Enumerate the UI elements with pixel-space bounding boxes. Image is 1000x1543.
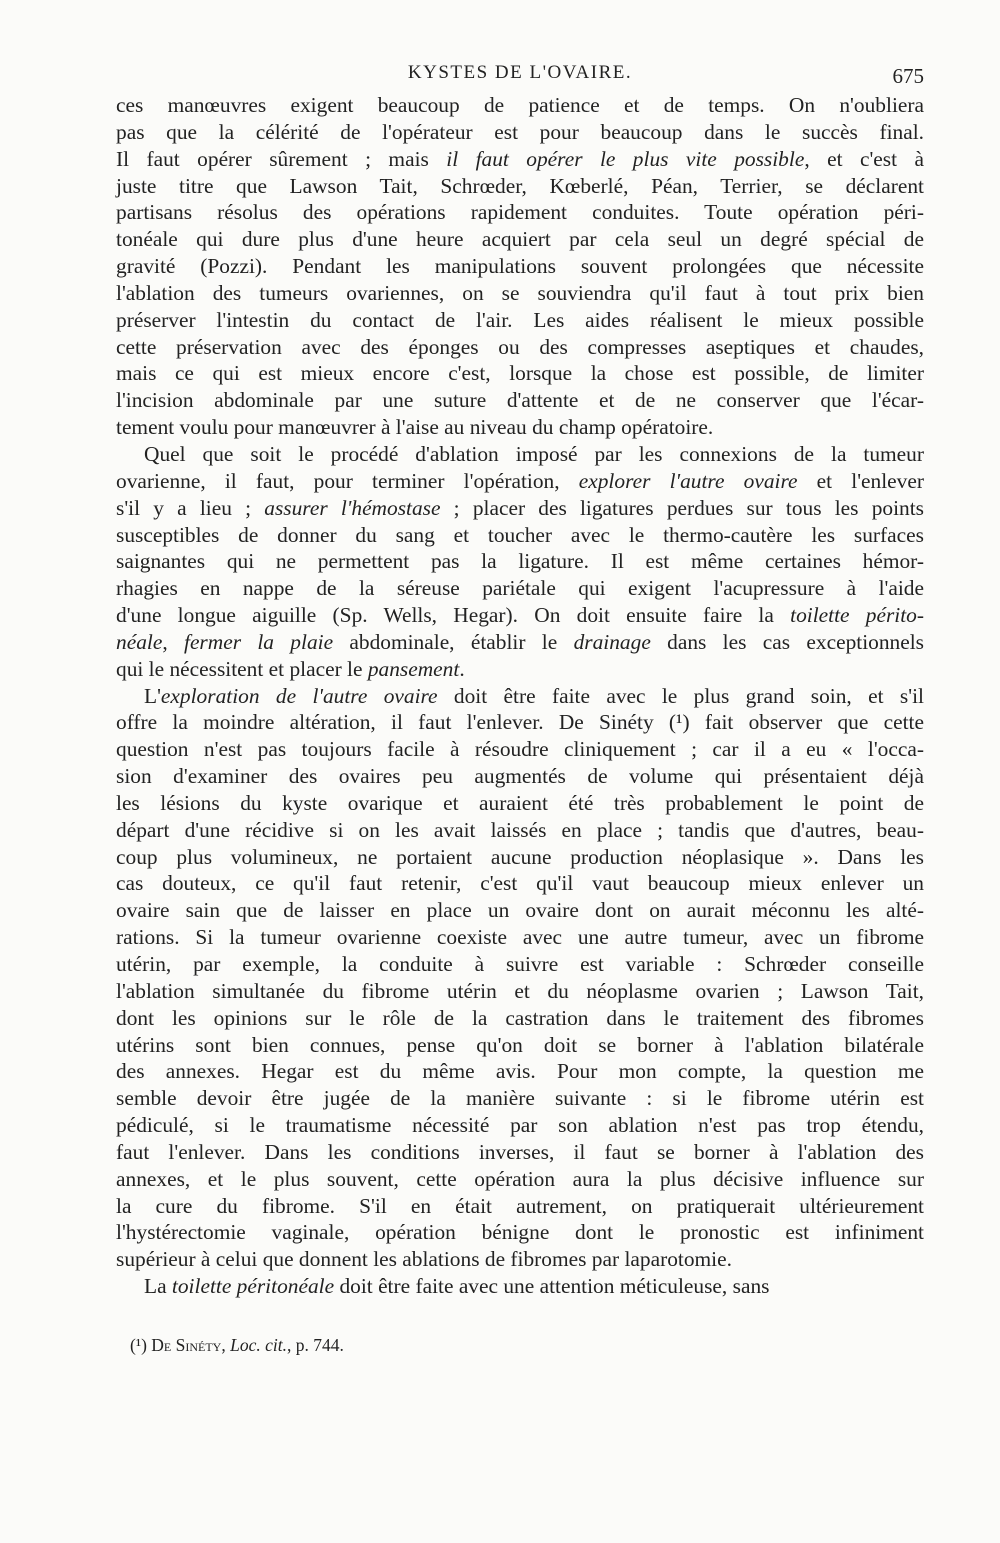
text-line: pas que la célérité de l'opérateur est pour beaucoup dans le succès final. — [116, 119, 924, 144]
footnote: (¹) De Sinéty, Loc. cit., p. 744. — [130, 1335, 344, 1355]
text-line: s'il y a lieu ; assurer l'hémostase ; placer des ligatures perdues sur tous les points — [116, 495, 924, 520]
text-line: préserver l'intestin du contact de l'air. Les aides réalisent le mieux possible — [116, 307, 924, 332]
text-line: rhagies en nappe de la séreuse pariétale qui exigent l'acupressure à l'aide — [116, 576, 924, 601]
text-line: Quel que soit le procédé d'ablation imposé par les connexions de la tumeur — [144, 441, 924, 466]
body-text — [116, 92, 924, 1300]
text-line: des annexes. Hegar est du même avis. Pour mon compte, la question me — [116, 1059, 924, 1084]
text-line: susceptibles de donner du sang et toucher avec le thermo-cautère les surfaces — [116, 522, 924, 547]
text-line: cette préservation avec des éponges ou des compresses aseptiques et chaudes, — [116, 334, 924, 359]
text-line: cas douteux, ce qu'il faut retenir, c'est qu'il vaut beaucoup mieux enlever un — [116, 871, 924, 896]
text-line: ces manœuvres exigent beaucoup de patience et de temps. On n'oubliera — [116, 93, 924, 117]
text-line: d'une longue aiguille (Sp. Wells, Hegar). On doit ensuite faire la toilette périto- — [116, 603, 924, 628]
text-line: La toilette péritonéale doit être faite avec une attention méticuleuse, sans — [144, 1274, 770, 1299]
text-line: pédiculé, si le traumatisme nécessité par son ablation n'est pas trop étendu, — [116, 1113, 924, 1138]
text-line: saignantes qui ne permettent pas la ligature. Il est même certaines hémor- — [116, 549, 924, 574]
text-line: faut l'enlever. Dans les conditions inverses, il faut se borner à l'ablation des — [116, 1139, 924, 1164]
text-line: mais ce qui est mieux encore c'est, lorsque la chose est possible, de limiter — [116, 361, 924, 386]
text-line: l'incision abdominale par une suture d'attente et de ne conserver que l'écar- — [116, 388, 924, 413]
text-line: coup plus volumineux, ne portaient aucune production néoplasique ». Dans les — [116, 844, 924, 869]
page-header — [116, 58, 924, 92]
text-line: l'ablation des tumeurs ovariennes, on se souviendra qu'il faut à tout prix bien — [116, 280, 924, 305]
text-line: question n'est pas toujours facile à résoudre cliniquement ; car il a eu « l'occa- — [116, 737, 924, 762]
running-title: KYSTES DE L'OVAIRE. — [407, 62, 633, 83]
text-line: départ d'une récidive si on les avait laissés en place ; tandis que d'autres, beau- — [116, 817, 924, 842]
text-line: partisans résolus des opérations rapidement conduites. Toute opération péri- — [116, 200, 924, 225]
text-line: utérin, par exemple, la conduite à suivre est variable : Schrœder conseille — [116, 952, 924, 976]
text-line: L'exploration de l'autre ovaire doit être faite avec le plus grand soin, et s'il — [144, 683, 924, 708]
text-line: offre la moindre altération, il faut l'enlever. De Sinéty (¹) fait observer que cette — [116, 710, 924, 735]
text-line: l'hystérectomie vaginale, opération bénigne dont le pronostic est infiniment — [116, 1220, 924, 1245]
text-line: tement voulu pour manœuvrer à l'aise au niveau du champ opératoire. — [116, 415, 714, 440]
text-line: sion d'examiner des ovaires peu augmentés de volume qui présentaient déjà — [116, 764, 924, 789]
text-line: semble devoir être jugée de la manière suivante : si le fibrome utérin est — [116, 1086, 924, 1111]
text-line: utérins sont bien connues, pense qu'on doit se borner à l'ablation bilatérale — [116, 1032, 924, 1057]
text-line: ovaire sain que de laisser en place un ovaire dont on aurait méconnu les alté- — [116, 898, 924, 923]
page-number: 675 — [892, 64, 924, 88]
text-line: juste titre que Lawson Tait, Schrœder, Kœberlé, Péan, Terrier, se déclarent — [116, 173, 924, 198]
text-line: gravité (Pozzi). Pendant les manipulations souvent prolongées que nécessite — [116, 254, 924, 279]
text-line: ovarienne, il faut, pour terminer l'opération, explorer l'autre ovaire et l'enlever — [116, 468, 924, 493]
text-line: tonéale qui dure plus d'une heure acquiert par cela seul un degré spécial de — [116, 227, 924, 252]
text-line: la cure du fibrome. S'il en était autrement, on pratiquerait ultérieurement — [116, 1193, 924, 1218]
text-line: néale, fermer la plaie abdominale, établir le drainage dans les cas exceptionnels — [116, 629, 924, 654]
text-line: dont les opinions sur le rôle de la castration dans le traitement des fibromes — [116, 1005, 924, 1030]
text-line: l'ablation simultanée du fibrome utérin et du néoplasme ovarien ; Lawson Tait, — [116, 978, 924, 1003]
text-line: les lésions du kyste ovarique et auraient été très probablement le point de — [116, 790, 924, 815]
text-line: rations. Si la tumeur ovarienne coexiste avec une autre tumeur, avec un fibrome — [116, 925, 924, 950]
text-line: supérieur à celui que donnent les ablations de fibromes par laparotomie. — [116, 1247, 732, 1272]
text-line: annexes, et le plus souvent, cette opération aura la plus décisive influence sur — [116, 1166, 924, 1191]
text-line: qui le nécessitent et placer le pansement. — [116, 656, 465, 681]
text-line: Il faut opérer sûrement ; mais il faut opérer le plus vite possible, et c'est à — [116, 146, 924, 171]
